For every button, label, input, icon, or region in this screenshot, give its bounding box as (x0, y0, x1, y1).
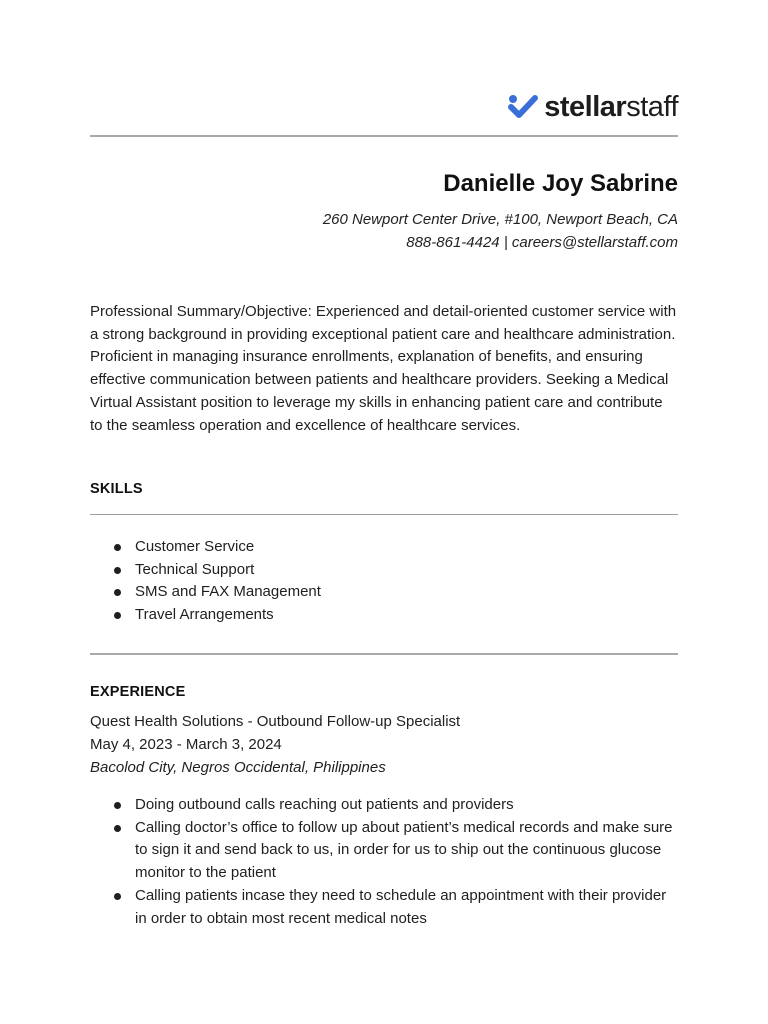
job-location: Bacolod City, Negros Occidental, Philippines (90, 759, 386, 776)
contact-phone-email: 888-861-4424 | careers@stellarstaff.com (406, 234, 678, 251)
experience-heading: EXPERIENCE (90, 684, 186, 700)
logo-wordmark: stellarstaff (544, 90, 678, 123)
list-item: Calling patients incase they need to schedule an appointment with their provider in order to obtain most recent medical notes (90, 885, 678, 930)
list-item: SMS and FAX Management (90, 581, 678, 604)
bullet-icon (114, 893, 121, 900)
company-logo (506, 90, 678, 124)
bullet-icon (114, 612, 121, 619)
resume-page (90, 0, 678, 1024)
bullet-icon (114, 567, 121, 574)
bullet-icon (114, 544, 121, 551)
skills-heading: SKILLS (90, 481, 143, 497)
job-dates: May 4, 2023 - March 3, 2024 (90, 736, 282, 753)
job-duties-list (90, 794, 678, 930)
candidate-name: Danielle Joy Sabrine (443, 170, 678, 197)
list-item: Travel Arrangements (90, 604, 678, 627)
bullet-icon (114, 825, 121, 832)
header-divider (90, 135, 678, 137)
job-title: Quest Health Solutions - Outbound Follow-up Specialist (90, 713, 461, 730)
skills-list (90, 536, 678, 627)
professional-summary: Professional Summary/Objective: Experienced and detail-oriented customer service with a strong background in providing exceptional patient care and healthcare administration. Proficient in managing insurance enrollments, explanation of benefits, and ensuring effective communication between patients and healthcare providers. Seeking a Medical Virtual Assistant position to leverage my skills in enhancing patient care and contribute to the seamless operation and excellence of healthcare services. (90, 303, 677, 434)
list-item: Technical Support (90, 559, 678, 582)
experience-divider (90, 653, 678, 655)
skills-divider (90, 514, 678, 515)
list-item: Customer Service (90, 536, 678, 559)
bullet-icon (114, 802, 121, 809)
stellarstaff-check-logo-icon (506, 90, 540, 124)
list-item: Doing outbound calls reaching out patients and providers (90, 794, 678, 817)
bullet-icon (114, 589, 121, 596)
contact-address: 260 Newport Center Drive, #100, Newport Beach, CA (322, 211, 678, 228)
list-item: Calling doctor’s office to follow up about patient’s medical records and make sure to sign it and send back to us, in order for us to ship out the continuous glucose monitor to the patient (90, 817, 678, 885)
